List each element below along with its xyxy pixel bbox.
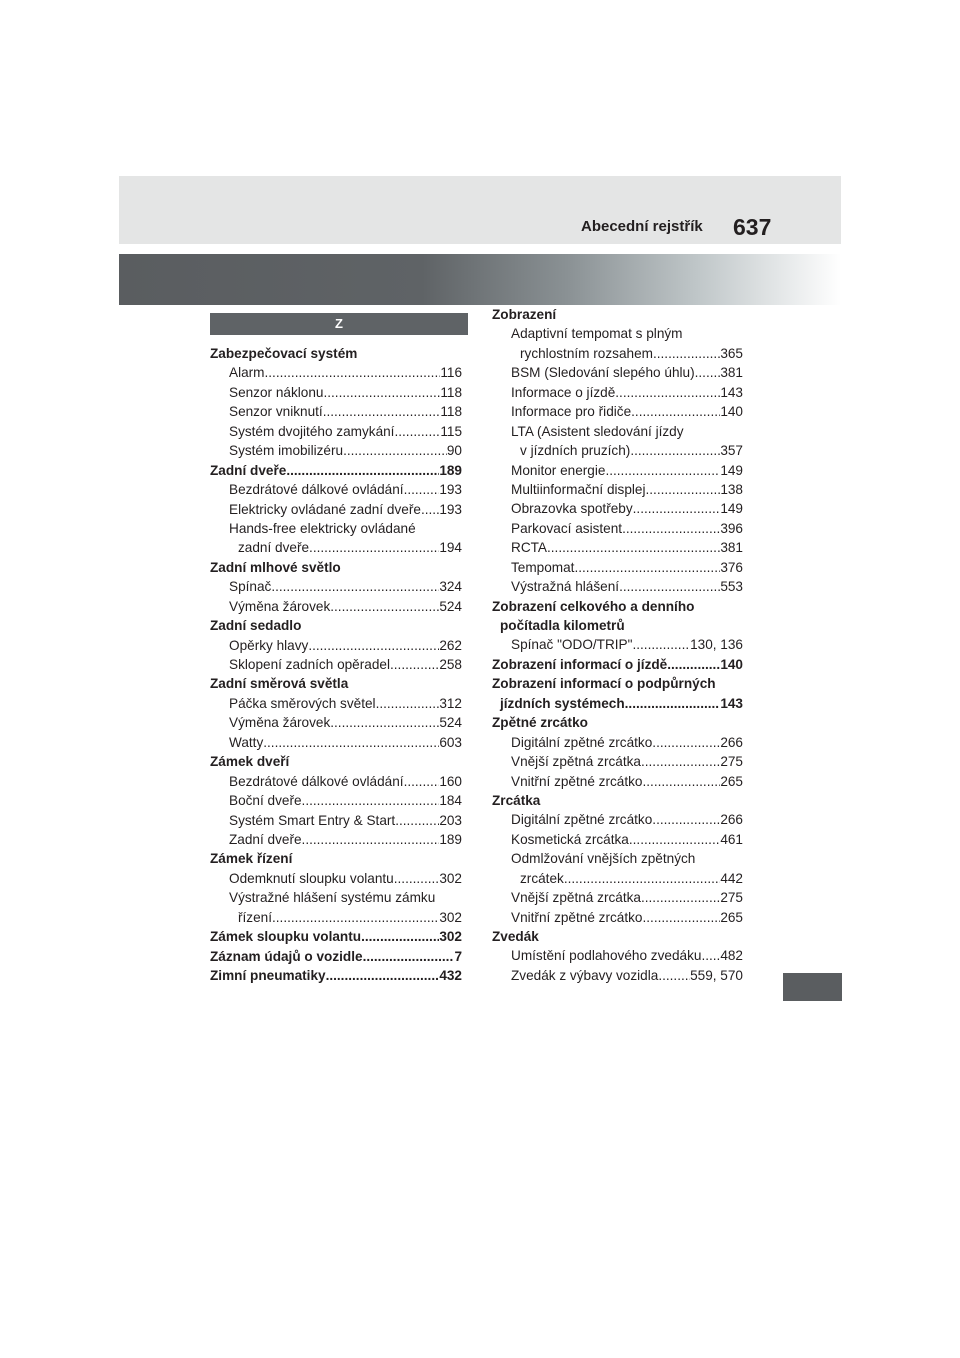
- index-entry: [492, 441, 743, 460]
- index-entry-leader: [323, 383, 440, 402]
- index-entry-page[interactable]: 262: [439, 637, 462, 653]
- index-entry-page[interactable]: 189: [439, 831, 462, 847]
- index-entry-page[interactable]: 7: [454, 948, 462, 964]
- index-entry-page[interactable]: 143: [720, 695, 743, 711]
- index-entry-term: Zadní směrová světla: [210, 676, 349, 692]
- index-entry-term: Odmlžování vnějších zpětných: [511, 851, 696, 867]
- index-entry: [492, 383, 743, 402]
- index-entry-page[interactable]: 275: [720, 890, 743, 906]
- index-entry: [210, 558, 462, 577]
- index-entry-leader: [302, 830, 440, 849]
- index-entry-leader: [642, 908, 720, 927]
- index-entry: [492, 577, 743, 596]
- index-entry-page[interactable]: 432: [439, 968, 462, 983]
- index-entry: [210, 616, 462, 635]
- index-entry-page[interactable]: 442: [720, 870, 743, 886]
- index-entry: [210, 519, 462, 538]
- index-entry-page[interactable]: 149: [720, 501, 743, 517]
- index-entry: [492, 869, 743, 888]
- index-entry-page[interactable]: 381: [720, 540, 743, 556]
- index-entry-leader: [615, 383, 720, 402]
- index-entry-term: počítadla kilometrů: [500, 618, 625, 633]
- index-entry-page[interactable]: 184: [439, 793, 462, 809]
- index-entry-leader: [653, 344, 720, 363]
- index-entry: [492, 402, 743, 421]
- index-entry-leader: [395, 811, 439, 830]
- index-entry-page[interactable]: 118: [440, 404, 462, 420]
- index-entry-term: Odemknutí sloupku volantu: [229, 870, 394, 886]
- index-entry-term: Bezdrátové dálkové ovládání: [229, 482, 404, 498]
- index-entry: [210, 636, 462, 655]
- index-entry-page[interactable]: 357: [720, 443, 743, 459]
- chapter-thumb-tab: [783, 973, 842, 1001]
- index-entry-leader: [625, 694, 721, 713]
- index-entry-leader: [633, 499, 721, 518]
- index-entry-term: Systém Smart Entry & Start: [229, 812, 396, 828]
- index-entry: [210, 849, 462, 868]
- index-entry-term: Tempomat: [511, 559, 575, 575]
- index-entry-leader: [376, 694, 440, 713]
- index-entry-page[interactable]: 265: [720, 773, 743, 789]
- index-entry-term: řízení: [238, 909, 272, 925]
- index-letter-heading: Z: [210, 313, 468, 335]
- index-entry: [210, 869, 462, 888]
- index-entry-leader: [547, 538, 720, 557]
- index-entry-leader: [631, 402, 720, 421]
- section-title: Abecední rejstřík: [581, 218, 703, 235]
- index-entry-term: Senzor vniknutí: [229, 404, 323, 420]
- index-entry: [210, 441, 462, 460]
- index-entry: [210, 947, 462, 966]
- index-entry: [210, 422, 462, 441]
- index-entry-term: Výměna žárovek: [229, 598, 331, 614]
- index-entry: [492, 499, 743, 518]
- index-entry-leader: [394, 422, 440, 441]
- index-entry: [210, 597, 462, 616]
- index-entry-page[interactable]: 143: [720, 384, 743, 400]
- index-entry-term: Zámek řízení: [210, 851, 293, 867]
- index-entry: [210, 733, 462, 752]
- index-entry-term: Zadní dveře: [210, 462, 287, 478]
- index-entry-leader: [330, 597, 439, 616]
- index-entry-term: rychlostním rozsahem: [520, 345, 653, 361]
- index-entry-term: zadní dveře: [238, 540, 310, 556]
- index-entry-term: Vnitřní zpětné zrcátko: [511, 909, 643, 925]
- index-entry-term: Zadní sedadlo: [210, 618, 302, 634]
- index-entry-term: Zámek dveří: [210, 754, 290, 770]
- index-entry: [492, 849, 743, 868]
- index-entry-page[interactable]: 116: [440, 365, 462, 381]
- index-entry: [492, 946, 743, 965]
- index-entry: [210, 383, 462, 402]
- index-entry-page[interactable]: 275: [720, 754, 743, 770]
- index-entry: [210, 713, 462, 732]
- page-number: 637: [733, 214, 772, 240]
- index-entry: [210, 674, 462, 693]
- index-entry: [492, 324, 743, 343]
- index-entry: [210, 344, 462, 363]
- index-entry-term: zrcátek: [520, 870, 564, 886]
- index-entry-leader: [361, 927, 439, 946]
- index-entry: [210, 500, 462, 519]
- index-entry-term: Kosmetická zrcátka: [511, 831, 629, 847]
- index-entry-page[interactable]: 266: [720, 734, 743, 750]
- index-entry: [492, 791, 743, 810]
- index-entry-page[interactable]: 194: [439, 540, 462, 556]
- index-entry-term: Systém dvojitého zamykání: [229, 423, 395, 439]
- index-entry-term: Zrcátka: [492, 792, 541, 808]
- index-entry-page[interactable]: 118: [440, 384, 462, 400]
- index-entry-term: Elektricky ovládané zadní dveře: [229, 501, 421, 517]
- index-entry-page[interactable]: 115: [440, 423, 462, 439]
- index-entry-page[interactable]: 524: [439, 715, 462, 731]
- index-entry-leader: [390, 655, 439, 674]
- index-entry-term: Sklopení zadních opěradel: [229, 657, 390, 672]
- index-entry-term: Zimní pneumatiky: [210, 968, 326, 983]
- index-entry-term: Bezdrátové dálkové ovládání: [229, 773, 404, 789]
- index-entry-term: Opěrky hlavy: [229, 637, 309, 653]
- index-entry-page[interactable]: 559, 570: [690, 967, 743, 983]
- index-entry-leader: [701, 946, 720, 965]
- index-entry-leader: [309, 538, 439, 557]
- index-entry-leader: [630, 441, 720, 460]
- index-entry-term: Digitální zpětné zrcátko: [511, 812, 653, 828]
- index-entry: [492, 927, 743, 946]
- index-entry-page[interactable]: 193: [439, 501, 462, 517]
- index-entry-term: Vnitřní zpětné zrcátko: [511, 773, 643, 789]
- index-entry-term: BSM (Sledování slepého úhlu): [511, 365, 695, 381]
- index-entry-leader: [632, 635, 690, 654]
- index-entry-leader: [695, 363, 721, 382]
- index-entry-term: Zobrazení: [492, 307, 557, 322]
- index-entry-leader: [652, 733, 720, 752]
- index-entry-leader: [642, 772, 720, 791]
- index-entry: [492, 422, 743, 441]
- index-entry: [492, 519, 743, 538]
- index-entry: [210, 966, 462, 985]
- index-entry-term: Informace pro řidiče: [511, 404, 632, 420]
- index-entry: [210, 811, 462, 830]
- index-entry-page[interactable]: 324: [439, 579, 462, 595]
- index-entry-page[interactable]: 376: [720, 559, 743, 575]
- index-entry: [492, 635, 743, 654]
- index-entry-leader: [622, 519, 720, 538]
- index-entry-leader: [271, 577, 439, 596]
- index-entry-term: Zámek sloupku volantu: [210, 929, 362, 945]
- index-entry-term: Multiinformační displej: [511, 481, 646, 497]
- index-entry: [492, 538, 743, 557]
- index-entry: [492, 908, 743, 927]
- index-column-right: [492, 305, 743, 985]
- index-entry-leader: [605, 461, 720, 480]
- index-entry-leader: [330, 713, 439, 732]
- index-entry-term: Vnější zpětná zrcátka: [511, 754, 641, 770]
- index-entry: [492, 733, 743, 752]
- index-entry-term: Zobrazení informací o podpůrných: [492, 676, 716, 692]
- index-entry: [492, 655, 743, 674]
- index-entry-page[interactable]: 302: [439, 870, 462, 886]
- index-entry: [492, 558, 743, 577]
- index-entry-leader: [658, 966, 690, 985]
- index-entry-page[interactable]: 482: [720, 948, 743, 964]
- index-entry-term: Alarm: [229, 365, 265, 381]
- index-entry: [210, 363, 462, 382]
- index-entry-page[interactable]: 603: [439, 734, 462, 750]
- index-entry: [492, 305, 743, 324]
- index-entry-term: Výstražné hlášení systému zámku: [229, 890, 436, 906]
- index-entry-term: Zvedák z výbavy vozidla: [511, 967, 659, 983]
- index-entry-leader: [272, 908, 439, 927]
- index-entry-leader: [619, 577, 720, 596]
- index-entry-page[interactable]: 396: [720, 520, 743, 536]
- decorative-gradient-band: [119, 254, 841, 305]
- index-entry-page[interactable]: 258: [439, 657, 462, 672]
- index-entry-term: Parkovací asistent: [511, 520, 623, 536]
- index-entry: [210, 655, 462, 674]
- index-entry-leader: [574, 558, 720, 577]
- index-column-left: [210, 344, 462, 985]
- index-entry: [492, 597, 743, 616]
- index-entry: [492, 616, 743, 635]
- index-entry-term: RCTA: [511, 540, 547, 556]
- index-entry-term: Záznam údajů o vozidle: [210, 948, 363, 964]
- index-entry: [210, 461, 462, 480]
- index-entry-page[interactable]: 90: [446, 443, 462, 459]
- index-entry-leader: [302, 791, 440, 810]
- index-entry-page[interactable]: 302: [439, 929, 462, 945]
- index-entry-term: Zadní dveře: [229, 831, 302, 847]
- index-entry-term: Obrazovka spotřeby: [511, 501, 633, 517]
- index-entry-leader: [363, 947, 455, 966]
- index-entry: [210, 752, 462, 771]
- index-entry: [492, 344, 743, 363]
- index-entry-leader: [629, 830, 720, 849]
- index-entry-term: Zadní mlhové světlo: [210, 559, 341, 575]
- index-entry-leader: [404, 772, 440, 791]
- index-entry-page[interactable]: 193: [439, 482, 462, 498]
- index-entry-leader: [641, 752, 720, 771]
- index-entry-term: Zobrazení informací o jízdě: [492, 656, 668, 672]
- index-entry: [210, 772, 462, 791]
- index-entry: [492, 674, 743, 693]
- index-entry: [492, 810, 743, 829]
- index-entry-page[interactable]: 553: [720, 579, 743, 595]
- index-entry-term: LTA (Asistent sledování jízdy: [511, 423, 684, 439]
- index-entry-leader: [564, 869, 720, 888]
- index-entry-term: Hands-free elektricky ovládané: [229, 520, 416, 536]
- index-entry: [492, 694, 743, 713]
- index-entry-page[interactable]: 365: [720, 345, 743, 361]
- index-entry-leader: [323, 402, 441, 421]
- index-entry: [210, 694, 462, 713]
- index-entry: [492, 363, 743, 382]
- index-entry-term: Watty: [229, 734, 264, 750]
- index-entry-page[interactable]: 312: [439, 695, 462, 711]
- index-entry-page[interactable]: 266: [720, 812, 743, 828]
- index-entry-leader: [394, 869, 440, 888]
- index-entry: [492, 772, 743, 791]
- index-entry-term: Adaptivní tempomat s plným: [511, 326, 683, 342]
- index-entry-page[interactable]: 140: [720, 404, 743, 420]
- index-entry: [210, 402, 462, 421]
- index-entry-page[interactable]: 149: [720, 462, 743, 478]
- index-entry-leader: [641, 888, 720, 907]
- index-entry: [492, 461, 743, 480]
- index-entry-page[interactable]: 203: [439, 812, 462, 828]
- index-entry-leader: [265, 363, 441, 382]
- index-entry: [492, 752, 743, 771]
- index-entry-term: jízdních systémech: [500, 695, 625, 711]
- index-entry-term: Systém imobilizéru: [229, 443, 344, 459]
- index-entry: [210, 538, 462, 557]
- index-entry-term: Výměna žárovek: [229, 715, 331, 731]
- index-entry-leader: [326, 966, 440, 985]
- index-entry-page[interactable]: 189: [439, 462, 462, 478]
- index-entry-page[interactable]: 302: [439, 909, 462, 925]
- index-entry-leader: [404, 480, 440, 499]
- index-entry-term: Vnější zpětná zrcátka: [511, 890, 641, 906]
- index-entry-term: Informace o jízdě: [511, 384, 616, 400]
- index-entry-term: Digitální zpětné zrcátko: [511, 734, 653, 750]
- index-entry-page[interactable]: 524: [439, 598, 462, 614]
- index-entry-leader: [421, 500, 439, 519]
- index-entry-term: Boční dveře: [229, 793, 302, 809]
- index-entry-page[interactable]: 140: [720, 656, 743, 672]
- index-entry-term: Páčka směrových světel: [229, 695, 376, 711]
- index-entry-leader: [308, 636, 439, 655]
- index-entry: [492, 888, 743, 907]
- index-entry: [210, 888, 462, 907]
- index-entry-term: Monitor energie: [511, 462, 606, 478]
- index-entry-leader: [667, 655, 720, 674]
- index-entry-term: Zabezpečovací systém: [210, 346, 358, 361]
- index-entry-term: Zvedák: [492, 929, 539, 944]
- index-entry-term: Zpětné zrcátko: [492, 715, 588, 731]
- index-entry: [210, 830, 462, 849]
- index-entry-leader: [263, 733, 439, 752]
- index-entry: [210, 480, 462, 499]
- index-entry-page[interactable]: 138: [720, 481, 743, 497]
- index-entry-term: Výstražná hlášení: [511, 579, 620, 595]
- index-entry-term: Spínač: [229, 579, 272, 595]
- index-entry: [492, 830, 743, 849]
- index-entry-leader: [343, 441, 447, 460]
- index-entry-leader: [645, 480, 720, 499]
- index-entry-page[interactable]: 381: [720, 365, 743, 381]
- index-entry-leader: [286, 461, 439, 480]
- index-entry: [492, 713, 743, 732]
- index-entry-page[interactable]: 160: [439, 773, 462, 789]
- index-entry-term: Umístění podlahového zvedáku: [511, 948, 702, 964]
- index-entry-page[interactable]: 130, 136: [690, 637, 743, 653]
- index-entry-term: Senzor náklonu: [229, 384, 324, 400]
- index-entry-term: Zobrazení celkového a denního: [492, 598, 695, 614]
- index-entry: [492, 966, 743, 985]
- index-entry: [210, 577, 462, 596]
- index-entry: [210, 927, 462, 946]
- index-entry: [210, 791, 462, 810]
- index-entry-term: Spínač "ODO/TRIP": [511, 637, 633, 653]
- index-entry-page[interactable]: 265: [720, 909, 743, 925]
- index-entry-page[interactable]: 461: [720, 831, 743, 847]
- index-entry-term: v jízdních pruzích): [520, 443, 631, 459]
- index-entry: [492, 480, 743, 499]
- index-entry: [210, 908, 462, 927]
- index-entry-leader: [652, 810, 720, 829]
